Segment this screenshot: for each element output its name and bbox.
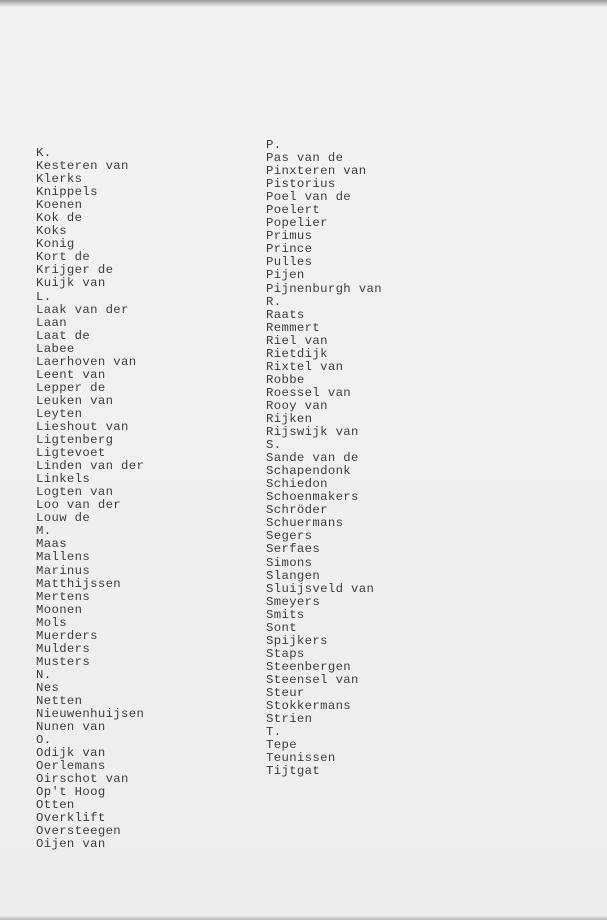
name-entry: Leent van	[36, 367, 106, 382]
name-entry: Steensel van	[266, 672, 359, 687]
name-entry: Odijk van	[36, 746, 106, 761]
name-entry: Riel van	[266, 333, 328, 348]
name-entry: Serfaes	[266, 542, 321, 557]
name-list-right-column	[266, 139, 382, 778]
name-entry: K.	[36, 146, 52, 160]
name-entry: L.	[36, 289, 52, 304]
name-entry: Oirschot van	[36, 772, 129, 787]
name-entry: Ligtenberg	[36, 433, 114, 448]
name-entry: Sont	[266, 620, 297, 635]
name-entry: Mols	[36, 615, 67, 630]
name-entry: Steenbergen	[266, 659, 352, 674]
name-entry: Kuijk van	[36, 276, 106, 291]
name-entry: Netten	[36, 693, 83, 708]
name-entry: Koks	[36, 224, 67, 239]
name-entry: Rixtel van	[266, 359, 344, 374]
name-entry: Muerders	[36, 628, 98, 643]
name-entry: Nieuwenhuijsen	[36, 707, 145, 722]
name-entry: Kesteren van	[36, 159, 129, 174]
name-entry: Loo van der	[36, 498, 122, 513]
name-entry: Popelier	[266, 216, 328, 231]
name-entry: Sande van de	[266, 451, 359, 466]
name-entry: Moonen	[36, 602, 83, 617]
name-entry: Raats	[266, 307, 305, 322]
name-entry: Pas van de	[266, 151, 344, 166]
name-entry: M.	[36, 524, 52, 539]
name-entry: Otten	[36, 798, 75, 813]
name-entry: Oversteegen	[36, 824, 122, 839]
name-entry: T.	[266, 725, 282, 740]
name-entry: Oijen van	[36, 837, 106, 852]
name-entry: Laan	[36, 315, 67, 330]
name-entry: Koenen	[36, 198, 83, 213]
name-entry: Schiedon	[266, 477, 328, 492]
name-entry: Nunen van	[36, 720, 106, 735]
name-entry: Primus	[266, 229, 313, 244]
name-entry: Kok de	[36, 211, 83, 226]
name-entry: Kort de	[36, 250, 91, 265]
name-list-left-column	[36, 147, 144, 852]
name-entry: Schröder	[266, 503, 328, 518]
name-entry: Linden van der	[36, 459, 145, 474]
name-entry: R.	[266, 294, 282, 309]
name-entry: Pijen	[266, 268, 305, 283]
name-entry: Segers	[266, 529, 313, 544]
name-entry: Ligtevoet	[36, 446, 106, 461]
name-entry: Rijken	[266, 411, 313, 426]
name-entry: Schuermans	[266, 516, 344, 531]
name-entry: Maas	[36, 537, 67, 552]
name-entry: Staps	[266, 646, 305, 661]
name-entry: P.	[266, 138, 282, 152]
name-entry: Pinxteren van	[266, 164, 367, 179]
name-entry: Slangen	[266, 568, 321, 583]
name-entry: Laerhoven van	[36, 354, 137, 369]
name-entry: Rooy van	[266, 398, 328, 413]
name-entry: Labee	[36, 341, 75, 356]
name-entry: Rietdijk	[266, 346, 328, 361]
page-top-edge	[0, 0, 607, 7]
name-entry: Stokkermans	[266, 699, 352, 714]
name-entry: Prince	[266, 242, 313, 257]
name-entry: Oerlemans	[36, 759, 106, 774]
name-entry: Mertens	[36, 589, 91, 604]
name-entry: O.	[36, 733, 52, 748]
name-entry: Klerks	[36, 172, 83, 187]
name-entry: S.	[266, 438, 282, 453]
name-entry: Strien	[266, 712, 313, 727]
name-entry: Leuken van	[36, 393, 114, 408]
name-entry: Poel van de	[266, 190, 352, 205]
name-entry: Schapendonk	[266, 464, 352, 479]
name-entry: Poelert	[266, 203, 321, 218]
name-entry: Matthijssen	[36, 576, 122, 591]
name-entry: Lepper de	[36, 380, 106, 395]
name-entry: Mulders	[36, 641, 91, 656]
name-entry: Nes	[36, 680, 60, 695]
name-entry: Knippels	[36, 185, 98, 200]
name-entry: Smeyers	[266, 594, 321, 609]
name-entry: Rijswijk van	[266, 425, 359, 440]
name-entry: Linkels	[36, 472, 91, 487]
name-entry: Remmert	[266, 320, 321, 335]
name-entry: Mallens	[36, 550, 91, 565]
name-entry: Krijger de	[36, 263, 114, 278]
name-entry: Laak van der	[36, 302, 129, 317]
name-entry: Roessel van	[266, 385, 352, 400]
name-entry: Musters	[36, 654, 91, 669]
name-entry: Smits	[266, 607, 305, 622]
name-entry: Sluijsveld van	[266, 581, 375, 596]
name-entry: Spijkers	[266, 633, 328, 648]
name-entry: Pijnenburgh van	[266, 281, 382, 296]
name-entry: Pistorius	[266, 177, 336, 192]
name-entry: Schoenmakers	[266, 490, 359, 505]
name-entry: Op't Hoog	[36, 785, 106, 800]
name-entry: Tepe	[266, 738, 297, 753]
name-entry: N.	[36, 667, 52, 682]
name-entry: Louw de	[36, 511, 91, 526]
name-entry: Laat de	[36, 328, 91, 343]
name-entry: Logten van	[36, 485, 114, 500]
name-entry: Pulles	[266, 255, 313, 270]
name-entry: Simons	[266, 555, 313, 570]
name-entry: Marinus	[36, 563, 91, 578]
name-entry: Lieshout van	[36, 419, 129, 434]
name-entry: Leyten	[36, 406, 83, 421]
page-bottom-edge	[0, 916, 607, 920]
name-entry: Konig	[36, 237, 75, 252]
name-entry: Tijtgat	[266, 764, 321, 779]
name-entry: Teunissen	[266, 751, 336, 766]
name-entry: Steur	[266, 685, 305, 700]
name-entry: Robbe	[266, 372, 305, 387]
name-entry: Overklift	[36, 811, 106, 826]
